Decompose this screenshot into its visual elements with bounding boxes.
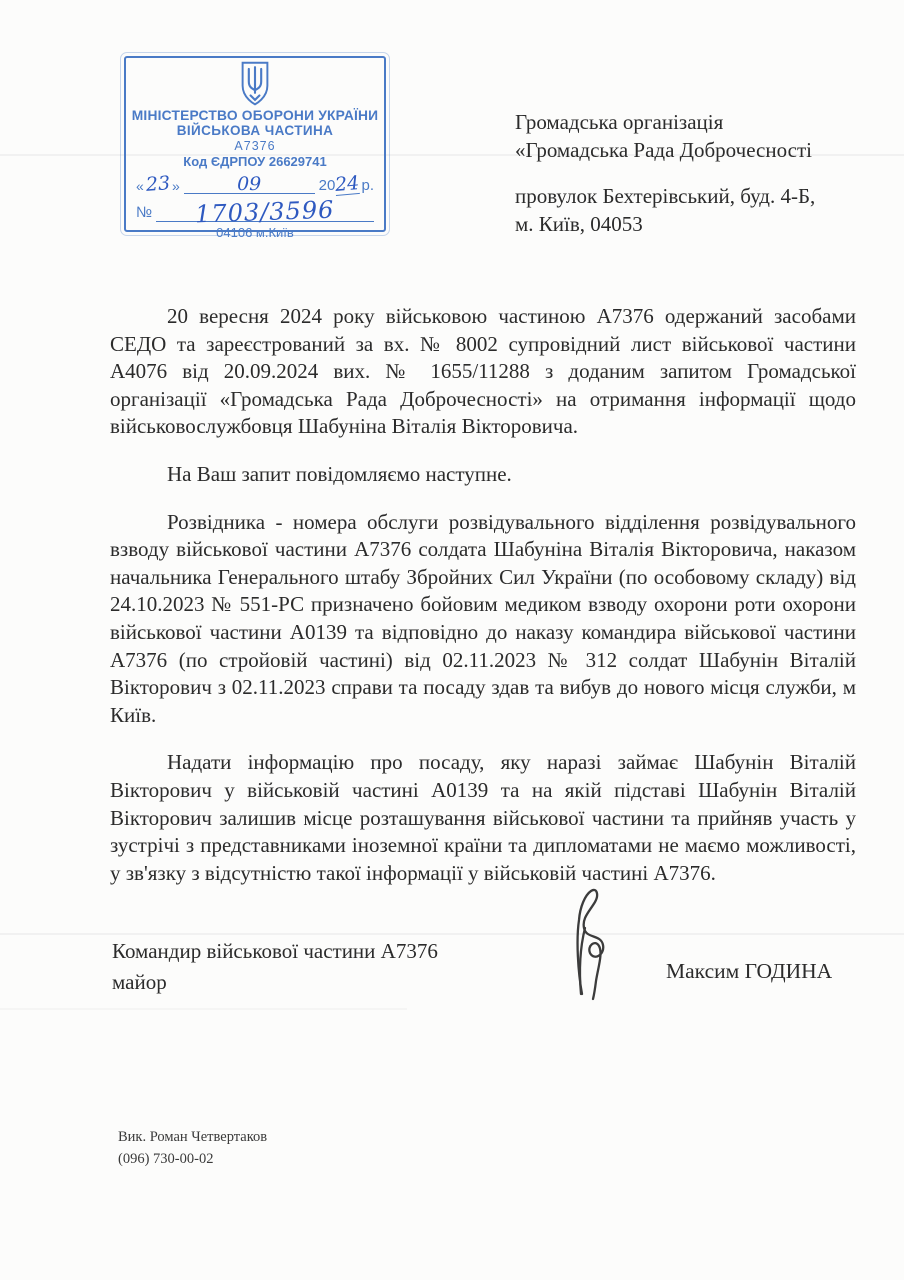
stamp-date-day-handwritten: 23	[145, 172, 171, 196]
executor-phone: (096) 730-00-02	[118, 1150, 214, 1167]
stamp-date-month-blank	[184, 174, 315, 194]
recipient-gap	[515, 164, 815, 182]
signer-title-block	[112, 936, 438, 998]
stamp-edrpou-line: Код ЄДРПОУ 26629741	[183, 154, 327, 169]
stamp-city-line: 04106 м.Київ	[216, 225, 294, 240]
stamp-date-close-quote: »	[171, 178, 180, 194]
military-unit-registration-stamp	[124, 56, 386, 240]
stamp-unit-line: ВІЙСЬКОВА ЧАСТИНА	[176, 123, 334, 138]
body-paragraph-4: Надати інформацію про посаду, яку наразі займає Шабунін Віталій Вікторович у військовій частині А0139 та на якій підставі Шабунін Віталій Вікторович залишив місце розташування військової частини та прийняв участь у зустрічі з представниками іноземної країни та дипломатами не маємо можливості, у зв'язку з відсутністю такої інформації у військовій частині А7376.	[110, 750, 856, 885]
stamp-date-open-quote: «	[136, 178, 144, 194]
stamp-number-label: №	[136, 204, 153, 221]
stamp-number-handwritten: 1703/3596	[195, 195, 336, 229]
executor-name: Вик. Роман Четвертаков	[118, 1129, 268, 1145]
letter-body	[110, 303, 856, 887]
recipient-line: м. Київ, 04053	[515, 212, 643, 236]
recipient-line: «Громадська Рада Доброчесності	[515, 138, 812, 162]
scan-artifact-line	[0, 933, 904, 935]
stamp-date-year-printed: 20	[318, 177, 336, 194]
handwritten-signature-icon	[552, 882, 622, 1002]
body-paragraph-2: На Ваш запит повідомляємо наступне.	[167, 461, 512, 486]
stamp-date-year-suffix: р.	[361, 177, 374, 194]
stamp-ministry-line: МІНІСТЕРСТВО ОБОРОНИ УКРАЇНИ	[131, 108, 379, 123]
recipient-address-block	[515, 108, 815, 238]
stamp-date-year-handwritten: 24	[334, 171, 361, 197]
stamp-date-month-handwritten: 09	[237, 173, 262, 195]
trident-icon	[237, 61, 273, 107]
signer-title-line: Командир військової частини А7376	[112, 939, 438, 963]
stamp-unit-number: А7376	[234, 139, 276, 153]
signer-name: Максим ГОДИНА	[666, 959, 833, 983]
recipient-line: Громадська організація	[515, 110, 724, 134]
signer-rank-line: майор	[112, 970, 167, 994]
stamp-number-blank	[156, 195, 374, 229]
scan-artifact-line	[0, 1008, 407, 1010]
stamp-number-row	[126, 195, 384, 229]
body-paragraph-3: Розвідника - номера обслуги розвідувального відділення розвідувального взводу військової частини А7376 солдата Шабуніна Віталія Вікторовича, наказом начальника Генерального штабу Збройних Сил України (по особовому складу) від 24.10.2023 № 551-РС призначено бойовим медиком взводу охорони роти охорони військової частини А0139 та відповідно до наказу командира військової частини А7376 (по стройовій частині) від 02.11.2023 № 312 солдат Шабунін Віталій Вікторович з 02.11.2023 справи та посаду здав та вибув до нового місця служби, м Київ.	[110, 509, 856, 727]
stamp-date-row	[126, 171, 384, 197]
executor-footer	[118, 1127, 267, 1170]
recipient-line: провулок Бехтерівський, буд. 4-Б,	[515, 184, 816, 208]
body-paragraph-1: 20 вересня 2024 року військовою частиною А7376 одержаний засобами СЕДО та зареєстрований за вх. № 8002 супровідний лист військової частини А4076 від 20.09.2024 вих. № 1655/11288 з доданим запитом Громадської організації «Громадська Рада Доброчесності» на отримання інформації щодо військовослужбовця Шабуніна Віталія Вікторовича.	[110, 304, 856, 439]
